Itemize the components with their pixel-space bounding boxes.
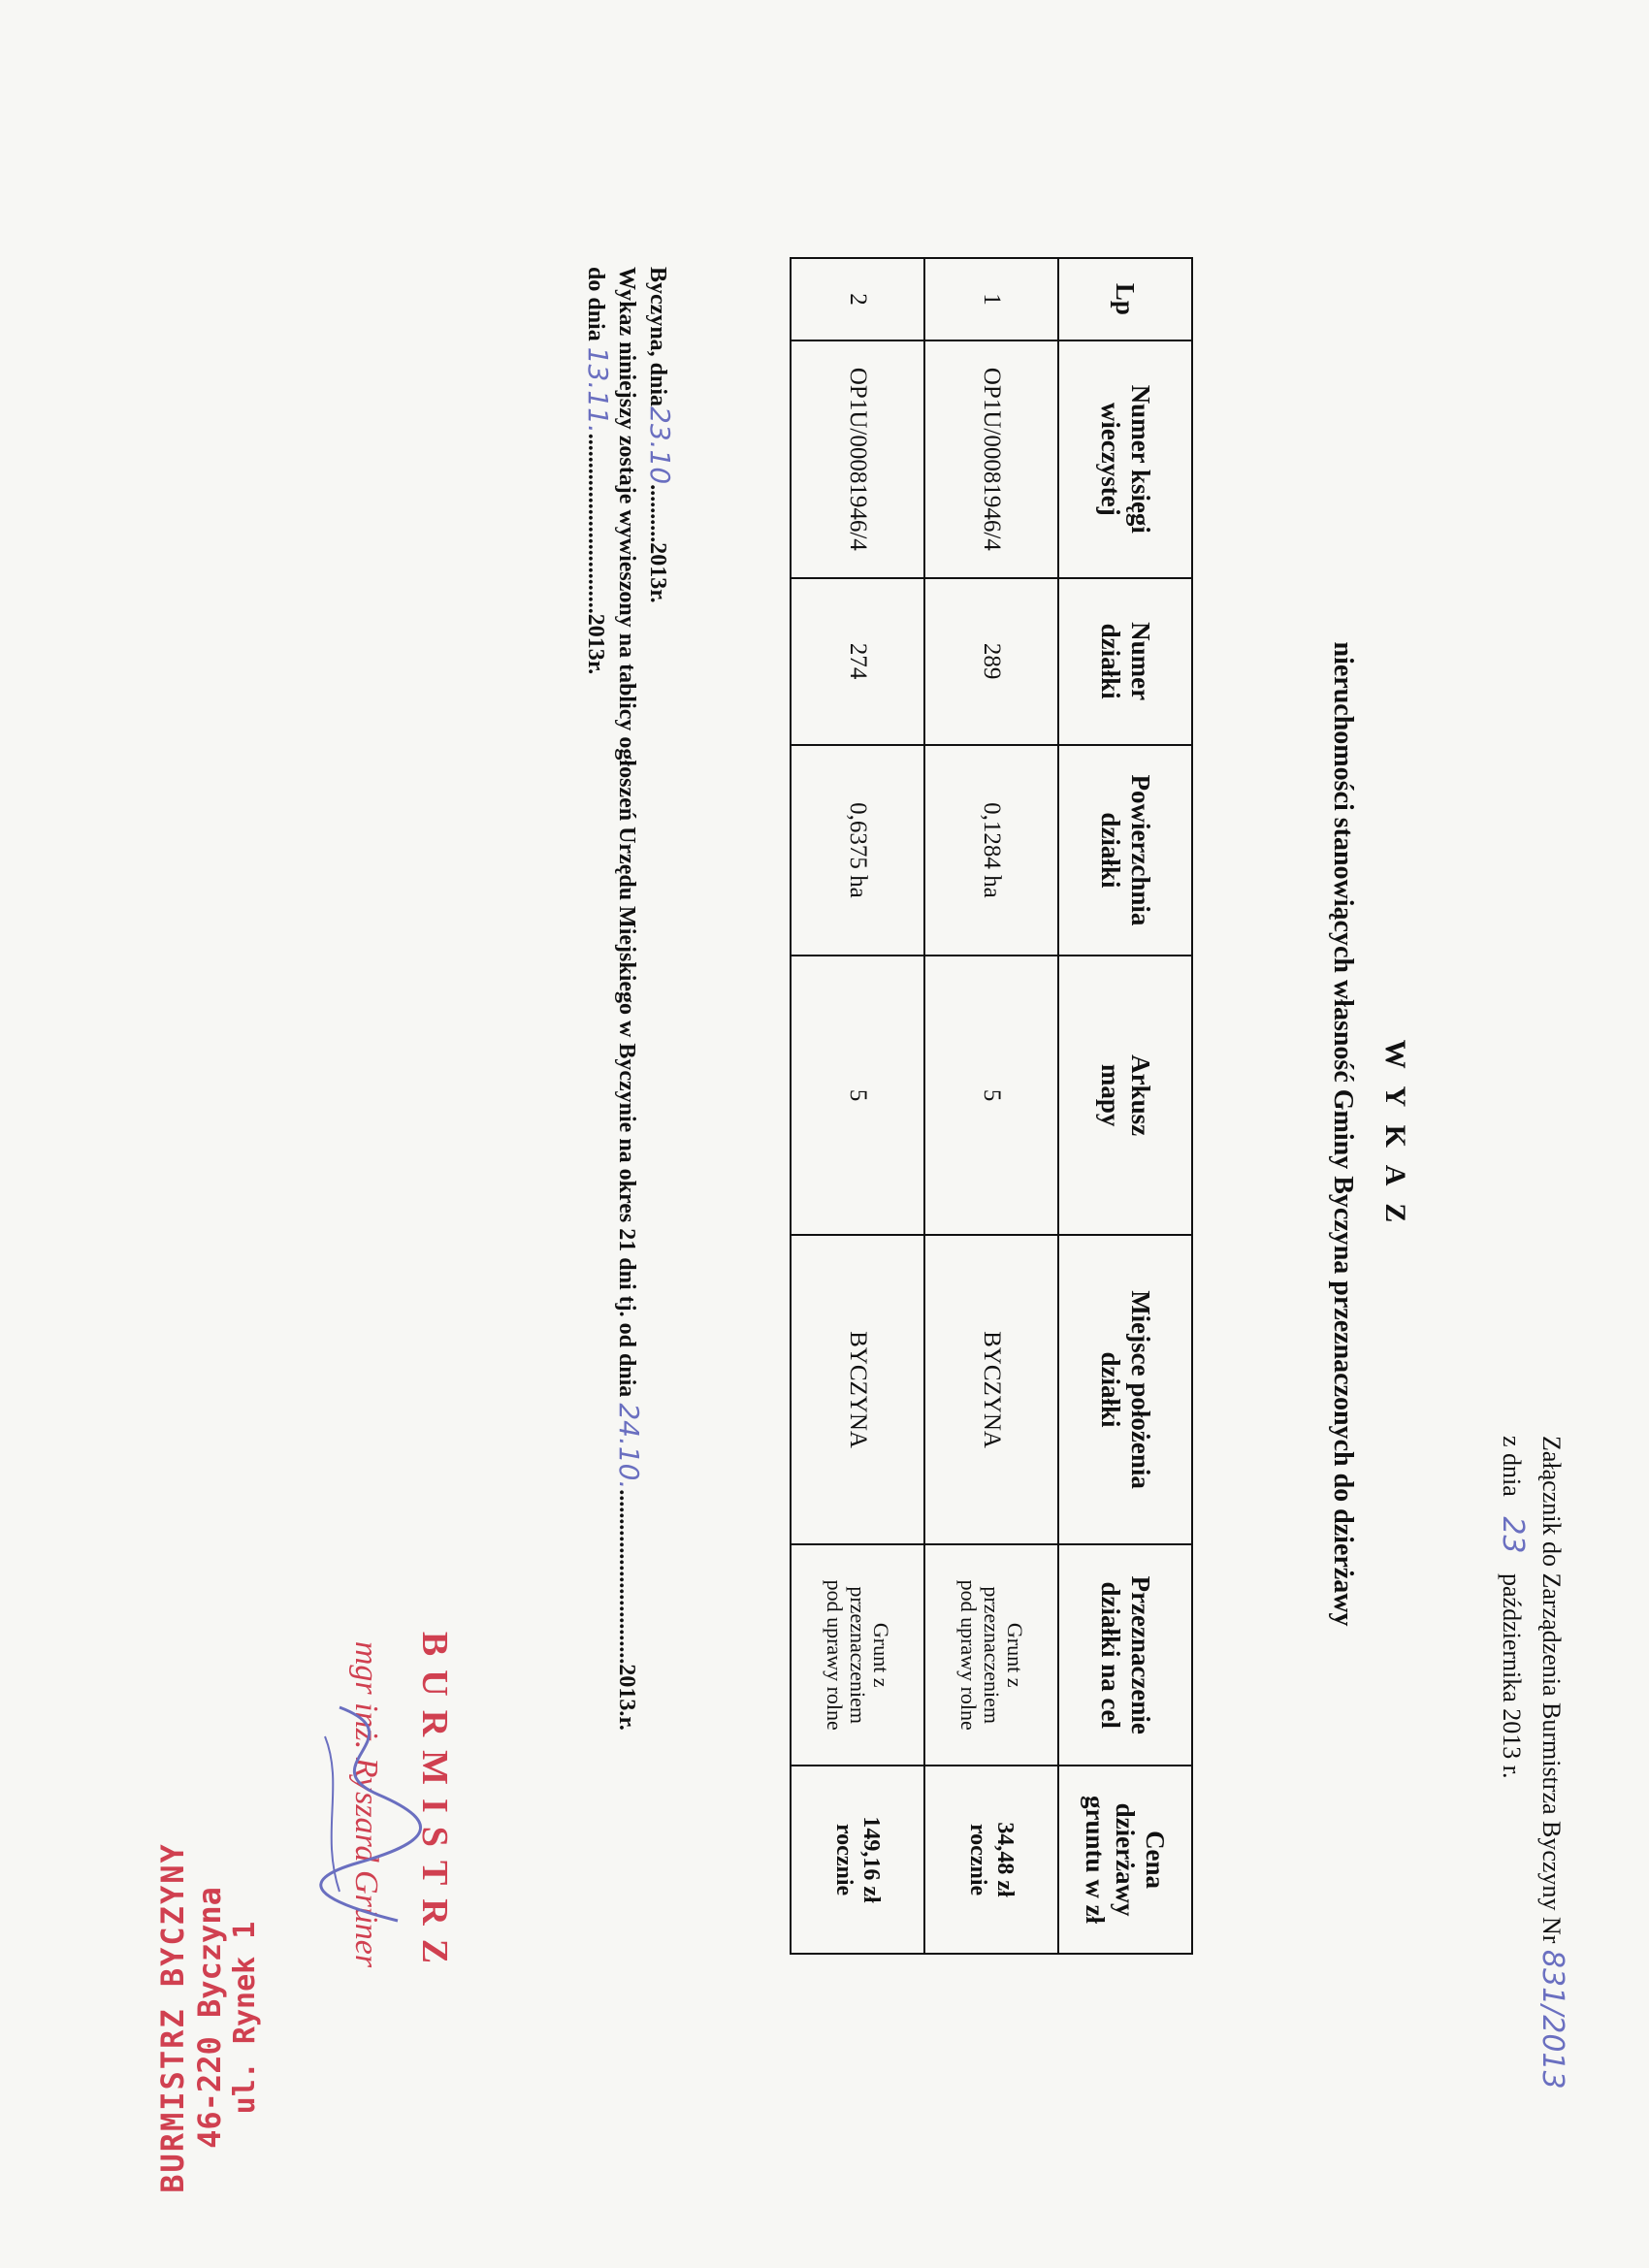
cell-lp: 2 [791, 258, 924, 340]
handwritten-day: 23 [1496, 1516, 1530, 1554]
attachment-line-2: z dnia 23 października 2013 r. [1496, 1436, 1530, 1779]
handwritten-signature-icon [301, 1698, 436, 1930]
cell-land-register: OP1U/00081946/4 [924, 340, 1058, 578]
mayor-signature-stamp [347, 1620, 456, 1989]
cell-lp: 1 [924, 258, 1058, 340]
cell-plot-number: 274 [791, 578, 924, 745]
office-stamp [154, 1824, 262, 2212]
table-row [924, 258, 1058, 1954]
header-land-register: Numer księgi wieczystej [1058, 340, 1192, 578]
cell-purpose: Grunt z przeznaczeniem pod uprawy rolne [924, 1544, 1058, 1766]
cell-purpose: Grunt z przeznaczeniem pod uprawy rolne [791, 1544, 924, 1766]
cell-land-register: OP1U/00081946/4 [791, 340, 924, 578]
cell-area: 0,6375 ha [791, 745, 924, 956]
handwritten-order-number: 831/2013 [1536, 1949, 1569, 2090]
handwritten-start-date: 24.10. [613, 1403, 645, 1490]
document-title: W Y K A Z [1379, 1039, 1411, 1229]
table-row [791, 258, 924, 1954]
attachment-line-1: Załącznik do Zarządzenia Burmistrza Byczyny Nr 831/2013 [1536, 1436, 1569, 2090]
cell-map-sheet: 5 [924, 956, 1058, 1234]
publication-footer [581, 267, 674, 1731]
handwritten-end-date: 13.11. [582, 346, 614, 434]
cell-location: BYCZYNA [791, 1235, 924, 1544]
signature-name: mgr inż. Ryszard Grüner [348, 1640, 384, 1968]
cell-area: 0,1284 ha [924, 745, 1058, 956]
stamp-line-3: ul. Rynek 1 [228, 1921, 262, 2115]
header-purpose: Przeznaczenie działki na cel [1058, 1544, 1192, 1766]
stamp-line-1: BURMISTRZ BYCZYNY [154, 1842, 191, 2193]
cell-plot-number: 289 [924, 578, 1058, 745]
property-table [790, 257, 1193, 1955]
footer-date-line: Byczyna, dnia23.10..........2013r. [644, 267, 676, 603]
table-header-row [1058, 258, 1192, 1954]
header-lp: Lp [1058, 258, 1192, 340]
signature-title: BURMISTRZ [414, 1631, 455, 1978]
handwritten-date: 23.10 [644, 406, 676, 485]
footer-end-line: do dnia 13.11................................2013r. [582, 267, 614, 675]
cell-location: BYCZYNA [924, 1235, 1058, 1544]
cell-map-sheet: 5 [791, 956, 924, 1234]
header-map-sheet: Arkusz mapy [1058, 956, 1192, 1234]
header-plot-number: Numer działki [1058, 578, 1192, 745]
cell-price: 34,48 zł rocznie [924, 1766, 1058, 1954]
attachment-header [1492, 1436, 1571, 2090]
header-area: Powierzchnia działki [1058, 745, 1192, 956]
stamp-line-2: 46-220 Byczyna [191, 1887, 228, 2149]
cell-price: 149,16 zł rocznie [791, 1766, 924, 1954]
header-price: Cena dzierżawy gruntu w zł [1058, 1766, 1192, 1954]
footer-posting-line: Wykaz niniejszy zostaje wywieszony na tablicy ogłoszeń Urzędu Miejskiego w Byczynie na okres 21 dni tj. od dnia 24.10...............................2013.r. [613, 267, 645, 1731]
document-subtitle: nieruchomości stanowiących własność Gminy Byczyna przeznaczonych do dzierżawy [1328, 641, 1358, 1627]
header-location: Miejsce położenia działki [1058, 1235, 1192, 1544]
